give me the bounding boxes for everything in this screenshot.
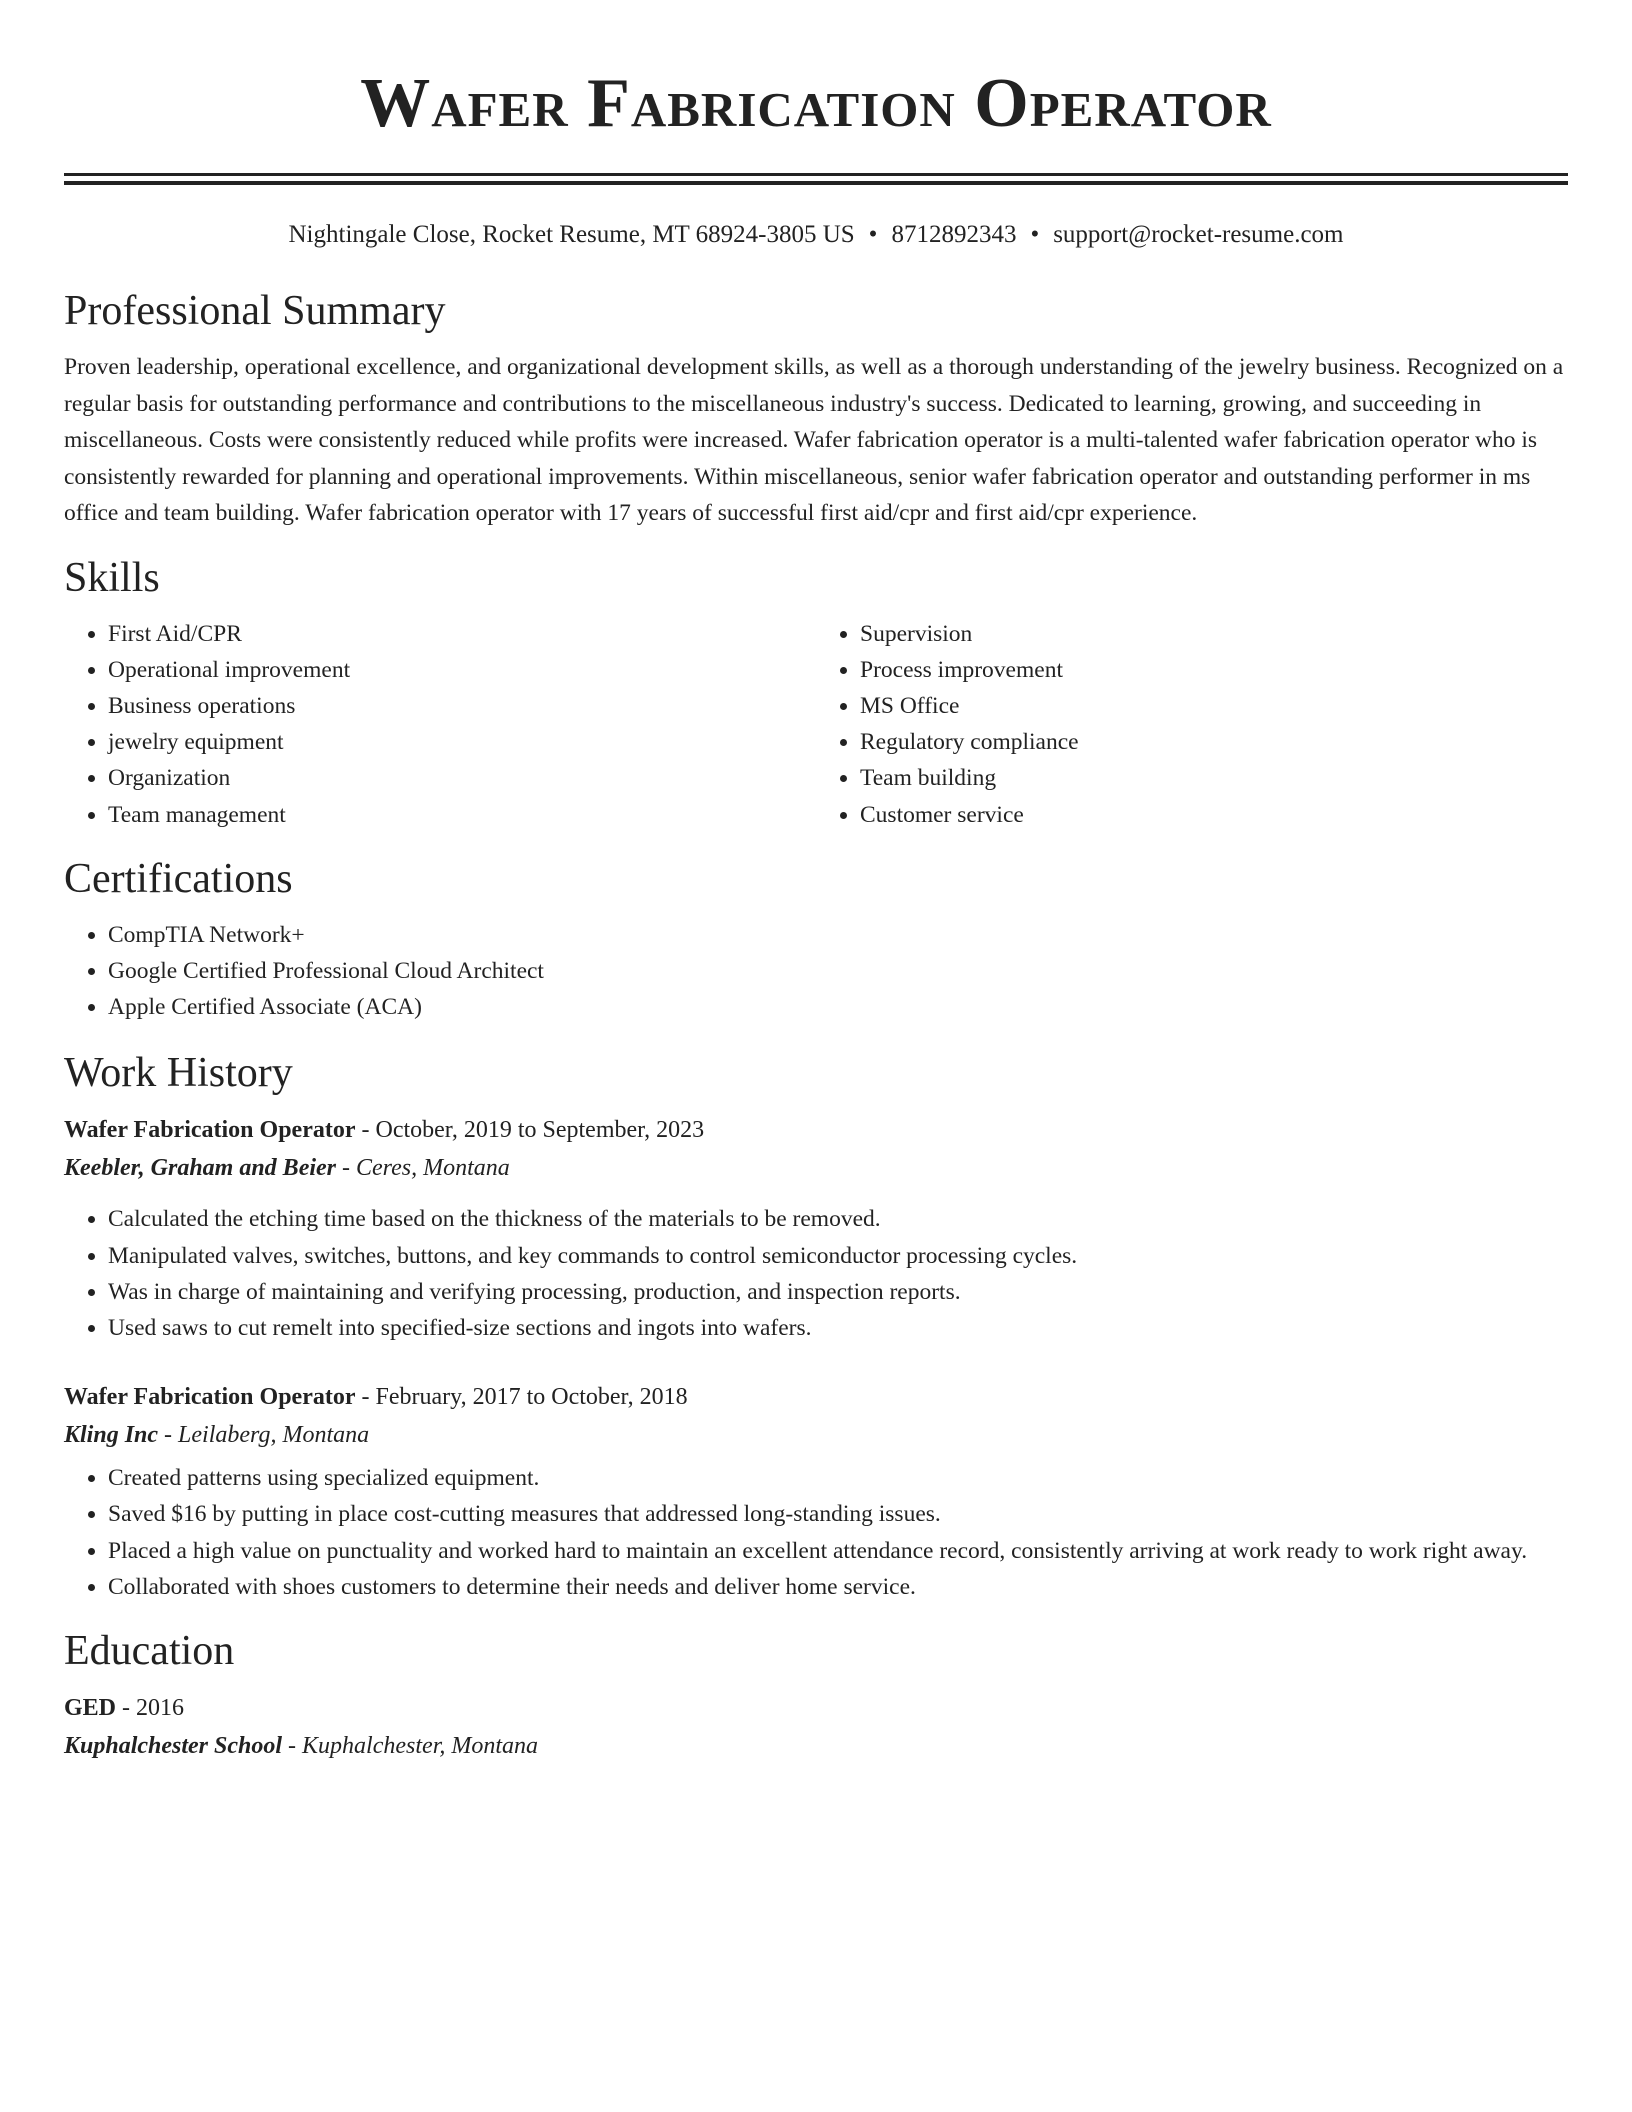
job-location: Leilaberg, Montana — [178, 1422, 370, 1449]
contact-line — [64, 219, 1568, 251]
skill-item: • Customer service — [860, 797, 1568, 833]
section-heading-summary: Professional Summary — [64, 288, 446, 334]
summary-text: Proven leadership, operational excellence, and organizational development skills, as well as a thorough understanding of the jewelry business. Recognized on a regular basis for outstanding performance and contributions to the miscellaneous industry's success. Dedicated to learning, growing, and succeeding in miscellaneous. Costs were consistently reduced while profits were increased. Wafer fabrication operator is a multi-talented wafer fabrication operator who is consistently rewarded for planning and operational improvements. Within miscellaneous, senior wafer fabrication operator and outstanding performer in ms office and team building. Wafer fabrication operator with 17 years of successful first aid/cpr and first aid/cpr experience. — [64, 354, 1564, 526]
job-company-line — [64, 1416, 1568, 1454]
certification-item: • CompTIA Network+ — [108, 917, 1568, 953]
job-bullet: • Created patterns using specialized equipment. — [108, 1460, 1568, 1496]
skill-item: • Operational improvement — [108, 652, 816, 688]
certification-item: • Apple Certified Associate (ACA) — [108, 989, 1568, 1025]
skills-section — [64, 552, 1568, 833]
job-entry — [64, 1111, 1568, 1346]
job-company: Keebler, Graham and Beier — [64, 1155, 337, 1182]
job-entry — [64, 1378, 1568, 1605]
contact-address: Nightingale Close, Rocket Resume, MT 68924-3805 US — [288, 221, 855, 248]
education-location: Kuphalchester, Montana — [302, 1732, 539, 1759]
skill-item: • First Aid/CPR — [108, 616, 816, 652]
contact-separator: • — [868, 221, 878, 248]
skill-item: • Regulatory compliance — [860, 724, 1568, 760]
joiner: - — [361, 1117, 370, 1144]
skills-list-right — [816, 616, 1568, 833]
skills-columns — [64, 604, 1568, 833]
certification-item: • Google Certified Professional Cloud Architect — [108, 953, 1568, 989]
skill-item: • MS Office — [860, 688, 1568, 724]
joiner: - — [342, 1155, 351, 1182]
joiner: - — [164, 1422, 173, 1449]
job-bullet: • Collaborated with shoes customers to determine their needs and deliver home service. — [108, 1569, 1568, 1605]
joiner: - — [288, 1732, 297, 1759]
section-heading-certifications: Certifications — [64, 855, 293, 902]
skills-list-left — [64, 616, 816, 833]
education-entry — [64, 1689, 1568, 1765]
contact-phone: 8712892343 — [891, 221, 1017, 248]
job-title-line — [64, 1378, 1568, 1416]
skill-item: • Supervision — [860, 616, 1568, 652]
job-title-line — [64, 1111, 1568, 1149]
section-heading-skills: Skills — [64, 554, 160, 601]
skill-item: • Organization — [108, 760, 816, 796]
certifications-section — [64, 853, 1568, 1026]
certifications-list — [64, 917, 1568, 1026]
education-year: 2016 — [136, 1694, 185, 1721]
job-bullets — [64, 1201, 1568, 1346]
job-dates: February, 2017 to October, 2018 — [375, 1384, 688, 1411]
work-history-section — [64, 1047, 1568, 1605]
header-divider — [64, 173, 1568, 185]
education-degree: GED — [64, 1694, 117, 1721]
job-company: Kling Inc — [64, 1422, 159, 1449]
job-bullet: • Was in charge of maintaining and verifying processing, production, and inspection reports. — [108, 1274, 1568, 1310]
resume-name: Wafer Fabrication Operator — [360, 65, 1272, 142]
job-dates: October, 2019 to September, 2023 — [375, 1117, 705, 1144]
education-degree-line — [64, 1689, 1568, 1727]
resume-page — [64, 0, 1568, 1765]
job-company-line — [64, 1149, 1568, 1187]
education-school-line — [64, 1727, 1568, 1765]
skill-item: • Business operations — [108, 688, 816, 724]
summary-section — [64, 285, 1568, 532]
job-bullet: • Saved $16 by putting in place cost-cutting measures that addressed long-standing issues. — [108, 1496, 1568, 1532]
section-heading-education: Education — [64, 1627, 235, 1674]
skill-item: • jewelry equipment — [108, 724, 816, 760]
skill-item: • Team building — [860, 760, 1568, 796]
job-bullet: • Used saws to cut remelt into specified-size sections and ingots into wafers. — [108, 1310, 1568, 1346]
job-bullet: • Manipulated valves, switches, buttons, and key commands to control semiconductor processing cycles. — [108, 1238, 1568, 1274]
joiner: - — [122, 1694, 131, 1721]
contact-separator: • — [1030, 221, 1040, 248]
job-bullets — [64, 1460, 1568, 1605]
job-location: Ceres, Montana — [356, 1155, 510, 1182]
contact-email: support@rocket-resume.com — [1053, 221, 1344, 248]
job-bullet: • Placed a high value on punctuality and worked hard to maintain an excellent attendance record, consistently arriving at work ready to work right away. — [108, 1533, 1568, 1569]
education-section — [64, 1625, 1568, 1765]
job-title: Wafer Fabrication Operator — [64, 1117, 356, 1144]
education-school: Kuphalchester School — [64, 1732, 283, 1759]
job-bullet: • Calculated the etching time based on the thickness of the materials to be removed. — [108, 1201, 1568, 1237]
skill-item: • Team management — [108, 797, 816, 833]
skill-item: • Process improvement — [860, 652, 1568, 688]
section-heading-work-history: Work History — [64, 1050, 293, 1097]
joiner: - — [361, 1384, 370, 1411]
job-title: Wafer Fabrication Operator — [64, 1384, 356, 1411]
